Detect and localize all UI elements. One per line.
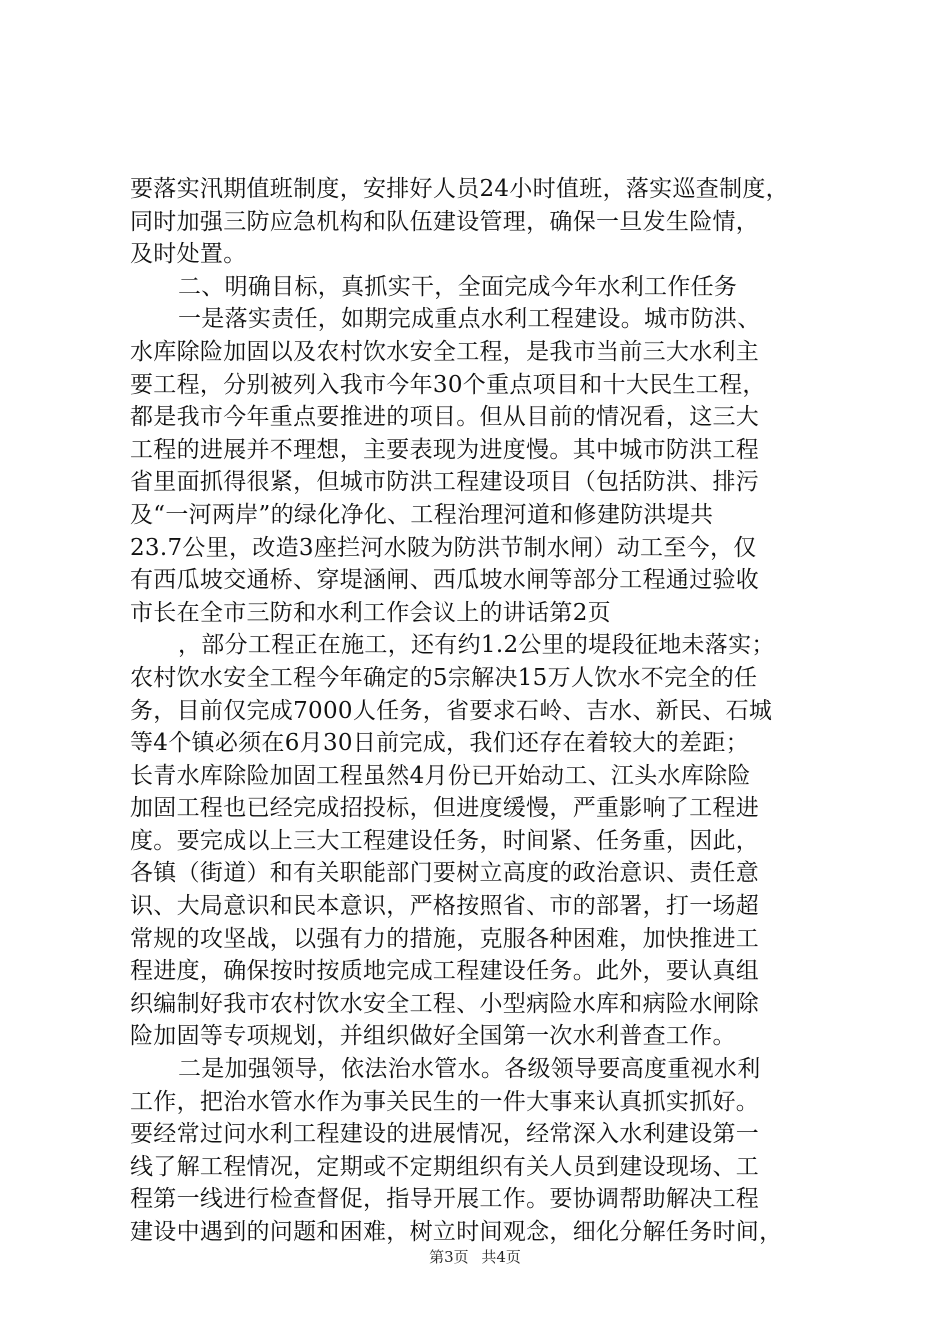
text-line: 23.7公里，改造3座拦河水陂为防洪节制水闸）动工至今，仅 [130,534,757,561]
text-line: 险加固等专项规划，并组织做好全国第一次水利普查工作。 [130,1023,736,1050]
document-body [130,173,842,1249]
text-line: 农村饮水安全工程今年确定的5宗解决15万人饮水不完全的任 [130,664,758,691]
text-line: 及“一河两岸”的绿化净化、工程治理河道和修建防洪堤共 [130,501,714,528]
text-line: 织编制好我市农村饮水安全工程、小型病险水库和病险水闸除 [130,990,760,1017]
text-line: 一是落实责任，如期完成重点水利工程建设。城市防洪、 [178,306,761,333]
text-line: 及时处置。 [130,241,247,268]
text-line: 要落实汛期值班制度，安排好人员24小时值班，落实巡查制度， [130,176,789,202]
text-line: 程进度，确保按时按质地完成工程建设任务。此外，要认真组 [130,958,760,985]
text-line: 水库除险加固以及农村饮水安全工程，是我市当前三大水利主 [130,338,760,365]
text-line: 有西瓜坡交通桥、穿堤涵闸、西瓜坡水闸等部分工程通过验收 [130,567,760,594]
text-line: 工程的进展并不理想，主要表现为进度慢。其中城市防洪工程 [130,436,760,463]
text-line: 市长在全市三防和水利工作会议上的讲话第2页 [130,599,611,626]
text-line: 要经常过问水利工程建设的进展情况，经常深入水利建设第一 [130,1121,760,1148]
text-line: 二是加强领导，依法治水管水。各级领导要高度重视水利 [178,1056,761,1083]
text-line: 工作，把治水管水作为事关民生的一件大事来认真抓实抓好。 [130,1088,760,1115]
page-number: 第3页 [429,1248,469,1266]
text-line: 等4个镇必须在6月30日前完成，我们还存在着较大的差距； [130,730,749,757]
page-total: 共4页 [481,1248,521,1266]
text-line: 务，目前仅完成7000人任务，省要求石岭、吉水、新民、石城 [130,697,773,724]
text-line: 识、大局意识和民本意识，严格按照省、市的部署，打一场超 [130,893,760,920]
text-line: 省里面抓得很紧，但城市防洪工程建设项目（包括防洪、排污 [130,469,760,496]
text-line: 加固工程也已经完成招投标，但进度缓慢，严重影响了工程进 [130,795,760,822]
text-line: 各镇（街道）和有关职能部门要树立高度的政治意识、责任意 [130,860,760,887]
text-line: 二、明确目标，真抓实干，全面完成今年水利工作任务 [178,273,738,300]
text-line: 长青水库除险加固工程虽然4月份已开始动工、江头水库除险 [130,762,751,789]
text-line: ，部分工程正在施工，还有约1.2公里的堤段征地未落实； [178,632,775,659]
text-line: 线了解工程情况，定期或不定期组织有关人员到建设现场、工 [130,1153,760,1180]
text-line: 度。要完成以上三大工程建设任务，时间紧、任务重，因此， [130,827,760,854]
text-line: 建设中遇到的问题和困难，树立时间观念，细化分解任务时间， [130,1219,783,1245]
text-line: 都是我市今年重点要推进的项目。但从目前的情况看，这三大 [130,404,760,431]
text-line: 常规的攻坚战，以强有力的措施，克服各种困难，加快推进工 [130,925,760,952]
page-footer [0,1247,950,1267]
text-line: 程第一线进行检查督促，指导开展工作。要协调帮助解决工程 [130,1186,760,1213]
text-line: 要工程，分别被列入我市今年30个重点项目和十大民生工程， [130,371,766,398]
text-line: 同时加强三防应急机构和队伍建设管理，确保一旦发生险情， [130,208,760,235]
